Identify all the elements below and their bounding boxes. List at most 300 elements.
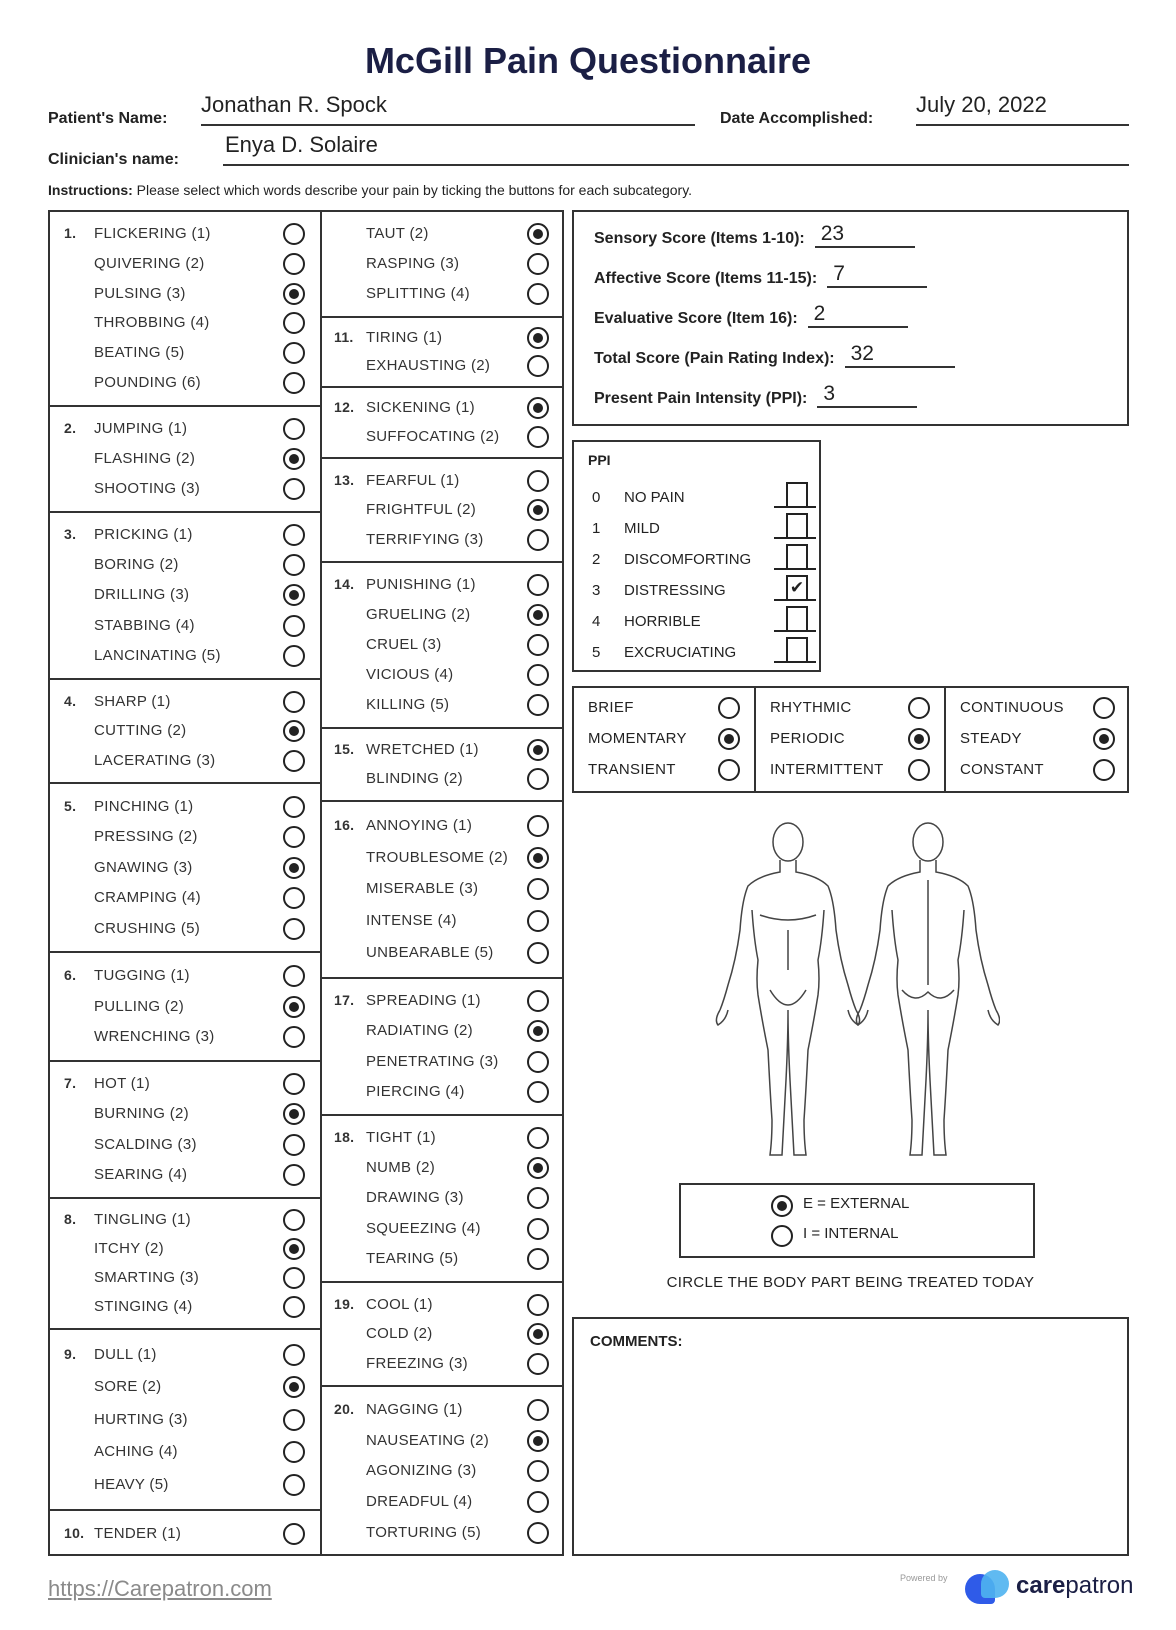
descriptor-radio[interactable] (527, 253, 549, 275)
powered-by: Powered by (900, 1573, 948, 1583)
descriptor-option[interactable] (322, 1247, 562, 1271)
descriptor-label: SHARP (1) (94, 692, 171, 710)
ppi-option[interactable] (588, 517, 808, 541)
score-label: Total Score (Pain Rating Index): (594, 350, 835, 367)
descriptor-radio[interactable] (527, 574, 549, 596)
patient-name-value: Jonathan R. Spock (201, 92, 387, 117)
ppi-option[interactable] (588, 486, 808, 510)
descriptor-label: CRUEL (3) (366, 636, 442, 653)
descriptor-label: ITCHY (2) (94, 1240, 164, 1257)
temporal-option[interactable] (770, 727, 930, 751)
temporal-radio[interactable] (908, 728, 930, 750)
descriptor-radio[interactable] (527, 223, 549, 245)
descriptor-radio[interactable] (527, 604, 549, 626)
temporal-radio[interactable] (718, 697, 740, 719)
group-number: 11. (334, 329, 354, 345)
descriptor-option[interactable] (50, 795, 320, 819)
descriptor-radio[interactable] (283, 691, 305, 713)
descriptor-option[interactable] (322, 1050, 562, 1074)
descriptor-option[interactable] (322, 1521, 562, 1545)
ppi-checkbox[interactable] (786, 637, 808, 661)
descriptor-group (322, 212, 562, 318)
descriptor-group (50, 212, 320, 407)
descriptor-radio[interactable] (283, 283, 305, 305)
descriptor-option[interactable] (322, 252, 562, 276)
descriptor-radio[interactable] (527, 1020, 549, 1042)
descriptor-radio[interactable] (527, 768, 549, 790)
descriptor-radio[interactable] (283, 253, 305, 275)
descriptor-option[interactable] (50, 1343, 320, 1367)
descriptor-radio[interactable] (527, 499, 549, 521)
descriptor-radio[interactable] (527, 529, 549, 551)
descriptor-radio[interactable] (283, 720, 305, 742)
descriptor-label: WRETCHED (1) (366, 741, 479, 758)
descriptor-option[interactable] (322, 354, 562, 378)
descriptor-option[interactable] (322, 1322, 562, 1346)
descriptor-radio[interactable] (283, 1026, 305, 1048)
descriptor-option[interactable] (50, 417, 320, 441)
external-label: E = EXTERNAL (803, 1195, 910, 1212)
descriptor-label: PRESSING (2) (94, 828, 198, 845)
descriptor-radio[interactable] (527, 1294, 549, 1316)
temporal-column (944, 688, 1129, 791)
score-value[interactable]: 23 (815, 222, 915, 248)
descriptor-group (50, 1511, 320, 1556)
descriptor-radio[interactable] (527, 1127, 549, 1149)
descriptor-radio[interactable] (283, 584, 305, 606)
descriptor-radio[interactable] (527, 470, 549, 492)
descriptor-label: PINCHING (1) (94, 797, 194, 815)
descriptor-option[interactable] (322, 814, 562, 838)
descriptor-radio[interactable] (527, 1248, 549, 1270)
descriptor-option[interactable] (50, 1025, 320, 1049)
descriptor-option[interactable] (322, 222, 562, 246)
descriptor-option[interactable] (322, 1459, 562, 1483)
descriptor-option[interactable] (322, 1490, 562, 1514)
temporal-radio[interactable] (908, 697, 930, 719)
descriptor-option[interactable] (50, 583, 320, 607)
ppi-option[interactable] (588, 579, 808, 603)
descriptor-radio[interactable] (527, 283, 549, 305)
descriptor-radio[interactable] (283, 918, 305, 940)
descriptor-option[interactable] (50, 447, 320, 471)
descriptor-label: SCALDING (3) (94, 1135, 197, 1153)
descriptor-option[interactable] (50, 856, 320, 880)
descriptor-radio[interactable] (283, 996, 305, 1018)
descriptor-label: DRAWING (3) (366, 1189, 464, 1207)
descriptor-radio[interactable] (283, 1296, 305, 1318)
descriptor-label: ANNOYING (1) (366, 816, 473, 834)
descriptor-radio[interactable] (283, 826, 305, 848)
descriptor-option[interactable] (322, 1352, 562, 1376)
descriptor-option[interactable] (322, 693, 562, 717)
group-number: 9. (64, 1345, 77, 1362)
descriptor-label: VICIOUS (4) (366, 666, 454, 683)
descriptor-option[interactable] (322, 989, 562, 1013)
descriptor-radio[interactable] (283, 1409, 305, 1431)
descriptor-label: STINGING (4) (94, 1298, 193, 1315)
descriptor-option[interactable] (50, 690, 320, 714)
descriptor-label: HEAVY (5) (94, 1475, 169, 1493)
descriptor-option[interactable] (50, 1133, 320, 1157)
descriptor-radio[interactable] (283, 1523, 305, 1545)
scores-box (572, 210, 1129, 426)
descriptor-radio[interactable] (527, 634, 549, 656)
page-title: McGill Pain Questionnaire (364, 40, 812, 81)
ppi-option[interactable] (588, 610, 808, 634)
internal-option[interactable] (771, 1225, 898, 1242)
score-label: Present Pain Intensity (PPI): (594, 390, 808, 407)
descriptor-radio[interactable] (283, 1209, 305, 1231)
descriptor-radio[interactable] (527, 1051, 549, 1073)
score-row (594, 382, 917, 408)
descriptor-radio[interactable] (527, 878, 549, 900)
temporal-radio[interactable] (908, 759, 930, 781)
descriptor-option[interactable] (50, 995, 320, 1019)
carepatron-link[interactable]: https://Carepatron.com (48, 1576, 272, 1601)
descriptor-label: ACHING (4) (94, 1443, 178, 1460)
descriptor-option[interactable] (322, 663, 562, 687)
descriptor-label: CUTTING (2) (94, 722, 187, 739)
descriptor-option[interactable] (322, 396, 562, 420)
ppi-option[interactable] (588, 641, 808, 665)
ppi-checkbox[interactable] (786, 513, 808, 537)
descriptor-radio[interactable] (527, 990, 549, 1012)
temporal-column (574, 688, 754, 791)
descriptor-radio[interactable] (527, 847, 549, 869)
temporal-label: TRANSIENT (588, 761, 676, 778)
score-value[interactable]: 32 (845, 342, 955, 368)
descriptor-label: SMARTING (3) (94, 1269, 199, 1286)
descriptor-radio[interactable] (283, 750, 305, 772)
group-number: 4. (64, 692, 77, 709)
descriptor-label: NUMB (2) (366, 1159, 436, 1177)
descriptor-radio[interactable] (283, 645, 305, 667)
descriptor-group (322, 1387, 562, 1556)
descriptor-option[interactable] (322, 326, 562, 350)
temporal-option[interactable] (960, 727, 1115, 751)
descriptor-option[interactable] (50, 825, 320, 849)
clinician-name-value: Enya D. Solaire (225, 132, 378, 157)
descriptor-radio[interactable] (283, 223, 305, 245)
temporal-label: RHYTHMIC (770, 699, 852, 716)
descriptor-radio[interactable] (283, 372, 305, 394)
ppi-title: PPI (588, 452, 611, 468)
descriptor-option[interactable] (322, 1156, 562, 1180)
descriptor-option[interactable] (50, 644, 320, 668)
descriptor-radio[interactable] (283, 1267, 305, 1289)
descriptor-radio[interactable] (283, 796, 305, 818)
descriptor-radio[interactable] (527, 426, 549, 448)
group-number: 10. (64, 1524, 85, 1541)
group-number: 15. (334, 741, 355, 757)
descriptor-option[interactable] (50, 719, 320, 743)
descriptor-radio[interactable] (527, 739, 549, 761)
score-row (594, 302, 908, 328)
descriptor-option[interactable] (50, 1375, 320, 1399)
descriptor-label: CRAMPING (4) (94, 889, 201, 906)
descriptor-radio[interactable] (527, 1460, 549, 1482)
descriptor-radio[interactable] (527, 1430, 549, 1452)
temporal-label: PERIODIC (770, 730, 845, 747)
descriptor-group (50, 680, 320, 784)
descriptor-option[interactable] (322, 1217, 562, 1241)
ppi-label: NO PAIN (624, 489, 685, 506)
descriptor-option[interactable] (322, 767, 562, 791)
descriptor-option[interactable] (322, 941, 562, 965)
descriptor-label: UNBEARABLE (5) (366, 944, 494, 962)
temporal-radio[interactable] (718, 759, 740, 781)
descriptor-option[interactable] (322, 909, 562, 933)
descriptor-radio[interactable] (283, 1073, 305, 1095)
ppi-checkbox[interactable] (786, 606, 808, 630)
descriptor-option[interactable] (322, 1293, 562, 1317)
temporal-option[interactable] (960, 758, 1115, 782)
descriptor-radio[interactable] (283, 615, 305, 637)
descriptor-radio[interactable] (283, 1344, 305, 1366)
descriptor-group (322, 1116, 562, 1283)
descriptor-label: RADIATING (2) (366, 1022, 473, 1040)
brand-light: patron (1065, 1572, 1134, 1599)
date-field[interactable] (916, 92, 1129, 126)
group-number: 19. (334, 1295, 355, 1312)
descriptor-radio[interactable] (283, 1238, 305, 1260)
descriptor-radio[interactable] (283, 1474, 305, 1496)
descriptor-option[interactable] (50, 371, 320, 395)
descriptor-radio[interactable] (283, 1103, 305, 1125)
descriptor-radio[interactable] (283, 418, 305, 440)
descriptor-option[interactable] (50, 1473, 320, 1497)
descriptor-option[interactable] (322, 633, 562, 657)
descriptor-option[interactable] (322, 425, 562, 449)
clinician-name-field[interactable] (223, 132, 1129, 166)
comments-box[interactable] (572, 1317, 1129, 1556)
descriptor-option[interactable] (322, 1186, 562, 1210)
descriptor-option[interactable] (50, 1102, 320, 1126)
temporal-option[interactable] (770, 696, 930, 720)
descriptor-label: AGONIZING (3) (366, 1462, 477, 1480)
descriptor-label: BLINDING (2) (366, 770, 463, 787)
descriptor-option[interactable] (50, 1408, 320, 1432)
descriptor-label: DULL (1) (94, 1345, 157, 1363)
descriptor-group (322, 979, 562, 1116)
descriptor-label: FLASHING (2) (94, 450, 196, 467)
temporal-label: BRIEF (588, 699, 634, 716)
temporal-radio[interactable] (718, 728, 740, 750)
group-number: 5. (64, 797, 77, 814)
descriptor-option[interactable] (50, 252, 320, 276)
descriptor-option[interactable] (50, 553, 320, 577)
temporal-radio[interactable] (1093, 759, 1115, 781)
descriptor-radio[interactable] (527, 910, 549, 932)
brand-bold: care (1016, 1572, 1066, 1599)
carepatron-wordmark (1016, 1572, 1133, 1600)
descriptor-option[interactable] (322, 469, 562, 493)
descriptor-option[interactable] (50, 1163, 320, 1187)
descriptor-option[interactable] (50, 964, 320, 988)
descriptor-option[interactable] (322, 603, 562, 627)
descriptor-label: PENETRATING (3) (366, 1052, 499, 1070)
descriptor-option[interactable] (322, 877, 562, 901)
descriptor-radio[interactable] (527, 815, 549, 837)
descriptor-label: PULLING (2) (94, 997, 184, 1015)
descriptor-option[interactable] (322, 738, 562, 762)
ppi-number: 5 (592, 644, 601, 661)
body-diagram[interactable] (700, 820, 1000, 1165)
score-value[interactable]: 3 (817, 382, 917, 408)
descriptor-option[interactable] (50, 1266, 320, 1290)
descriptor-radio[interactable] (283, 554, 305, 576)
descriptor-group (322, 729, 562, 802)
descriptor-option[interactable] (50, 477, 320, 501)
descriptor-group (322, 802, 562, 979)
temporal-radio[interactable] (1093, 728, 1115, 750)
ppi-box (572, 440, 821, 672)
descriptor-option[interactable] (50, 1295, 320, 1319)
descriptor-label: RASPING (3) (366, 255, 460, 272)
descriptor-radio[interactable] (283, 342, 305, 364)
ppi-number: 3 (592, 582, 601, 599)
score-value[interactable]: 2 (808, 302, 908, 328)
descriptor-option[interactable] (322, 573, 562, 597)
temporal-option[interactable] (588, 727, 740, 751)
descriptor-radio[interactable] (283, 965, 305, 987)
descriptor-option[interactable] (322, 1126, 562, 1150)
comments-label: COMMENTS: (590, 1333, 683, 1350)
descriptor-radio[interactable] (527, 1157, 549, 1179)
ppi-checkbox[interactable] (786, 482, 808, 506)
descriptor-option[interactable] (50, 1237, 320, 1261)
descriptor-label: HOT (1) (94, 1075, 150, 1093)
descriptor-radio[interactable] (283, 1376, 305, 1398)
descriptor-radio[interactable] (527, 397, 549, 419)
descriptor-radio[interactable] (527, 355, 549, 377)
group-number: 16. (334, 816, 355, 833)
ppi-number: 4 (592, 613, 601, 630)
descriptor-option[interactable] (50, 1440, 320, 1464)
temporal-box (572, 686, 1129, 793)
descriptor-radio[interactable] (527, 1323, 549, 1345)
descriptor-label: DRILLING (3) (94, 586, 190, 604)
descriptor-option[interactable] (50, 917, 320, 941)
descriptor-group (50, 1330, 320, 1511)
ppi-checkbox[interactable] (786, 544, 808, 568)
ppi-option[interactable] (588, 548, 808, 572)
score-value[interactable]: 7 (827, 262, 927, 288)
temporal-option[interactable] (588, 696, 740, 720)
descriptor-option[interactable] (322, 498, 562, 522)
descriptor-radio[interactable] (283, 1441, 305, 1463)
descriptor-option[interactable] (50, 1208, 320, 1232)
descriptor-radio[interactable] (527, 1081, 549, 1103)
descriptor-option[interactable] (322, 282, 562, 306)
descriptor-radio[interactable] (527, 1187, 549, 1209)
descriptor-radio[interactable] (283, 1134, 305, 1156)
descriptor-radio[interactable] (527, 1522, 549, 1544)
descriptor-radio[interactable] (283, 448, 305, 470)
descriptor-radio[interactable] (283, 1164, 305, 1186)
descriptor-label: FEARFUL (1) (366, 471, 460, 489)
descriptor-option[interactable] (50, 282, 320, 306)
temporal-label: CONTINUOUS (960, 699, 1064, 716)
descriptor-option[interactable] (50, 1522, 320, 1546)
descriptor-option[interactable] (50, 523, 320, 547)
score-row (594, 222, 915, 248)
descriptor-radio[interactable] (527, 1491, 549, 1513)
descriptor-label: TINGLING (1) (94, 1211, 191, 1228)
temporal-label: INTERMITTENT (770, 761, 884, 778)
descriptor-label: LANCINATING (5) (94, 646, 221, 664)
descriptor-radio[interactable] (527, 327, 549, 349)
descriptor-radio[interactable] (527, 1353, 549, 1375)
descriptor-group (322, 459, 562, 563)
descriptor-option[interactable] (50, 341, 320, 365)
descriptor-group (322, 318, 562, 388)
descriptor-radio[interactable] (283, 312, 305, 334)
descriptor-radio[interactable] (527, 942, 549, 964)
patient-name-field[interactable] (201, 92, 695, 126)
descriptor-option[interactable] (322, 1019, 562, 1043)
internal-radio[interactable] (771, 1225, 793, 1247)
descriptor-label: HURTING (3) (94, 1410, 188, 1428)
descriptor-radio[interactable] (283, 478, 305, 500)
descriptor-radio[interactable] (527, 1218, 549, 1240)
group-number: 3. (64, 526, 77, 543)
descriptor-radio[interactable] (527, 694, 549, 716)
descriptor-label: FRIGHTFUL (2) (366, 501, 477, 518)
temporal-option[interactable] (770, 758, 930, 782)
descriptor-option[interactable] (50, 749, 320, 773)
descriptor-option[interactable] (50, 311, 320, 335)
descriptor-radio[interactable] (283, 887, 305, 909)
descriptor-option[interactable] (50, 614, 320, 638)
group-number: 7. (64, 1075, 77, 1092)
ppi-label: DISTRESSING (624, 582, 726, 599)
descriptor-radio[interactable] (527, 664, 549, 686)
descriptor-column-middle (320, 210, 564, 1556)
score-label: Sensory Score (Items 1-10): (594, 230, 805, 247)
descriptor-group (322, 1283, 562, 1387)
group-number: 20. (334, 1400, 355, 1417)
descriptor-radio[interactable] (527, 1399, 549, 1421)
descriptor-option[interactable] (322, 1080, 562, 1104)
descriptor-option[interactable] (50, 886, 320, 910)
temporal-radio[interactable] (1093, 697, 1115, 719)
descriptor-option[interactable] (50, 222, 320, 246)
external-radio[interactable] (771, 1195, 793, 1217)
temporal-option[interactable] (588, 758, 740, 782)
descriptor-option[interactable] (322, 528, 562, 552)
descriptor-column-left (48, 210, 322, 1556)
pain-location-box (679, 1183, 1035, 1258)
descriptor-radio[interactable] (283, 857, 305, 879)
descriptor-option[interactable] (50, 1072, 320, 1096)
temporal-option[interactable] (960, 696, 1115, 720)
descriptor-option[interactable] (322, 1398, 562, 1422)
ppi-label: HORRIBLE (624, 613, 701, 630)
ppi-label: DISCOMFORTING (624, 551, 752, 568)
descriptor-radio[interactable] (283, 524, 305, 546)
external-option[interactable] (771, 1195, 909, 1212)
descriptor-option[interactable] (322, 1429, 562, 1453)
descriptor-label: LACERATING (3) (94, 751, 216, 769)
descriptor-label: TEARING (5) (366, 1249, 459, 1267)
descriptor-label: COLD (2) (366, 1325, 433, 1342)
descriptor-label: TORTURING (5) (366, 1524, 482, 1542)
ppi-checkbox-checked[interactable]: ✔ (786, 575, 808, 599)
descriptor-label: TROUBLESOME (2) (366, 848, 509, 866)
descriptor-option[interactable] (322, 846, 562, 870)
